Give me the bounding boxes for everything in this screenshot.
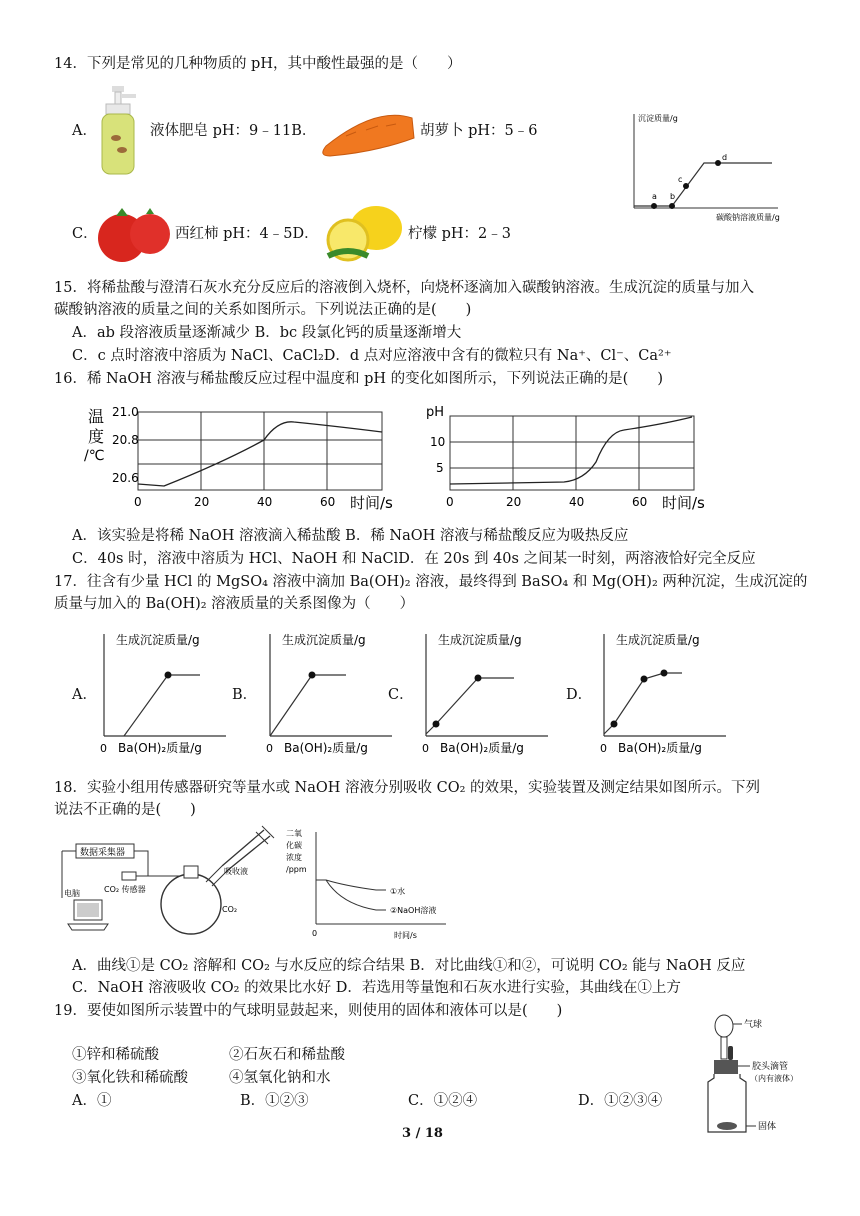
q17a-xlabel: Ba(OH)₂质量/g xyxy=(118,741,202,755)
q14-stem: 14．下列是常见的几种物质的 pH，其中酸性最强的是（ ） xyxy=(54,56,462,72)
q17-graph-a xyxy=(96,628,236,756)
ph-xtick-0: 0 xyxy=(446,495,454,509)
q17b-ylabel: 生成沉淀质量/g xyxy=(282,633,366,647)
q18-sensor-label: CO₂ 传感器 xyxy=(104,885,146,894)
syringe xyxy=(222,830,264,866)
q18-absorb-label: 吸收液 xyxy=(224,867,248,876)
q17-option-a-label: A． xyxy=(72,687,97,703)
ph-xtick-20: 20 xyxy=(506,495,522,509)
q18-co2-graph xyxy=(286,826,456,942)
temp-ylabel-1: 温 xyxy=(88,407,105,426)
ph-xlabel: 时间/s xyxy=(662,494,705,512)
dropper xyxy=(728,1046,733,1060)
q18-curve2-label: ②NaOH溶液 xyxy=(390,906,437,915)
page-number: 3 / 18 xyxy=(402,1126,443,1141)
q17d-origin: 0 xyxy=(600,742,607,755)
q18-stem-line1: 18．实验小组用传感器研究等量水或 NaOH 溶液分别吸收 CO₂ 的效果，实验装置及测定结果如图所示。下列 xyxy=(54,780,761,796)
q19-dropper-label-1: 胶头滴管 xyxy=(752,1062,789,1072)
ph-ylabel: pH xyxy=(426,405,445,420)
solid xyxy=(717,1122,737,1130)
q19-stem: 19．要使如图所示装置中的气球明显鼓起来，则使用的固体和液体可以是( ) xyxy=(54,1003,563,1019)
q15-graph-ylabel: 沉淀质量/g xyxy=(638,114,678,123)
q17b-origin: 0 xyxy=(266,742,273,755)
q14-option-a-label: A． xyxy=(72,123,97,139)
q18-origin: 0 xyxy=(312,929,318,938)
q18-collector-label: 数据采集器 xyxy=(80,848,126,858)
q15-options-cd: C．c 点时溶液中溶质为 NaCl、CaCl₂D．d 点对应溶液中含有的微粒只有 Na⁺、Cl⁻、Ca²⁺ xyxy=(72,348,672,364)
carrot-image xyxy=(316,96,416,166)
q17c-xlabel: Ba(OH)₂质量/g xyxy=(440,741,524,755)
q17d-ylabel: 生成沉淀质量/g xyxy=(616,633,700,647)
temp-tick-20-8: 20.8 xyxy=(112,433,139,447)
q18-ylabel-4: /ppm xyxy=(286,865,307,874)
q18-stem-line2: 说法不正确的是( ) xyxy=(54,802,196,818)
q15-point-d xyxy=(715,160,721,166)
q18-xlabel: 时间/s xyxy=(394,931,417,940)
q17-graph-c xyxy=(418,628,558,756)
q16-options-ab: A．该实验是将稀 NaOH 溶液滴入稀盐酸 B．稀 NaOH 溶液与稀盐酸反应为吸热反应 xyxy=(72,528,629,544)
q15-point-b xyxy=(669,203,675,209)
ph-tick-10: 10 xyxy=(430,435,446,449)
q15-label-d: d xyxy=(722,153,728,162)
q16-temperature-graph xyxy=(84,402,414,512)
q15-stem-line2: 碳酸钠溶液的质量之间的关系如图所示。下列说法正确的是( ) xyxy=(54,302,472,318)
q19-option-b: B．①②③ xyxy=(240,1093,309,1109)
q17c-ylabel: 生成沉淀质量/g xyxy=(438,633,522,647)
q19-dropper-label-2: （内有液体） xyxy=(750,1074,798,1083)
q18-curve1-label: ①水 xyxy=(390,887,406,896)
q18-computer-label: 电脑 xyxy=(64,889,80,898)
tomato-image xyxy=(96,198,172,268)
temp-ylabel-3: /℃ xyxy=(84,448,105,464)
q15-point-a xyxy=(651,203,657,209)
ph-tick-5: 5 xyxy=(436,461,444,475)
q18-options-ab: A．曲线①是 CO₂ 溶解和 CO₂ 与水反应的综合结果 B．对比曲线①和②，可说明 CO₂ 能与 NaOH 反应 xyxy=(72,958,746,974)
q14-option-c-label: C． xyxy=(72,226,98,242)
q19-option-d: D．①②③④ xyxy=(578,1093,663,1109)
q15-label-a: a xyxy=(652,192,657,201)
round-bottom-flask xyxy=(161,874,221,934)
q16-ph-graph xyxy=(424,402,724,512)
lemon-image xyxy=(318,202,404,264)
q18-ylabel-2: 化碳 xyxy=(286,841,302,850)
temp-ylabel-2: 度 xyxy=(88,427,105,446)
q16-stem: 16．稀 NaOH 溶液与稀盐酸反应过程中温度和 pH 的变化如图所示，下列说法正确的是( ) xyxy=(54,371,663,387)
q15-label-b: b xyxy=(670,192,676,201)
q17-option-d-label: D． xyxy=(566,687,593,703)
temp-xtick-0: 0 xyxy=(134,495,142,509)
q19-balloon-label: 气球 xyxy=(744,1020,763,1030)
q16-options-cd: C．40s 时，溶液中溶质为 HCl、NaOH 和 NaClD．在 20s 到 40s 之间某一时刻，两溶液恰好完全反应 xyxy=(72,551,756,567)
ph-xtick-60: 60 xyxy=(632,495,648,509)
q18-co2-label: CO₂ xyxy=(222,905,238,914)
q18-ylabel-3: 浓度 xyxy=(286,853,302,862)
temp-xtick-60: 60 xyxy=(320,495,336,509)
q17c-origin: 0 xyxy=(422,742,429,755)
q17d-xlabel: Ba(OH)₂质量/g xyxy=(618,741,702,755)
q18-apparatus-diagram xyxy=(56,826,304,942)
q17b-xlabel: Ba(OH)₂质量/g xyxy=(284,741,368,755)
q17-option-c-label: C． xyxy=(388,687,414,703)
q15-graph-xlabel: 碳酸钠溶液质量/g xyxy=(716,213,780,222)
q17-option-b-label: B． xyxy=(232,687,258,703)
q17-stem-line2: 质量与加入的 Ba(OH)₂ 溶液质量的关系图像为（ ） xyxy=(54,596,415,612)
q15-label-c: c xyxy=(678,175,683,184)
temp-tick-21: 21.0 xyxy=(112,405,139,419)
q19-solid-label: 固体 xyxy=(758,1122,777,1132)
q19-item-1: ①锌和稀硫酸 xyxy=(72,1047,159,1063)
q15-stem-line1: 15．将稀盐酸与澄清石灰水充分反应后的溶液倒入烧杯，向烧杯逐滴加入碳酸钠溶液。生成沉淀的质量与加入 xyxy=(54,280,754,296)
soap-bottle-image xyxy=(96,86,140,176)
temp-xtick-20: 20 xyxy=(194,495,210,509)
ph-xtick-40: 40 xyxy=(569,495,585,509)
q15-options-ab: A．ab 段溶液质量逐渐减少 B．bc 段氯化钙的质量逐渐增大 xyxy=(72,325,462,341)
temp-tick-20-6: 20.6 xyxy=(112,471,139,485)
q19-item-3: ③氧化铁和稀硫酸 xyxy=(72,1070,188,1086)
temp-xlabel: 时间/s xyxy=(350,494,393,512)
q18-ylabel-1: 二氧 xyxy=(286,829,302,838)
q17-stem-line1: 17．往含有少量 HCl 的 MgSO₄ 溶液中滴加 Ba(OH)₂ 溶液，最终得到 BaSO₄ 和 Mg(OH)₂ 两种沉淀，生成沉淀的 xyxy=(54,574,808,590)
q19-item-4: ④氢氧化钠和水 xyxy=(229,1070,331,1086)
q17-graph-d xyxy=(596,628,736,756)
q19-item-2: ②石灰石和稀盐酸 xyxy=(229,1047,345,1063)
q19-option-a: A．① xyxy=(72,1093,112,1109)
q17a-origin: 0 xyxy=(100,742,107,755)
balloon xyxy=(715,1015,733,1037)
q19-option-c: C．①②④ xyxy=(408,1093,478,1109)
q14-option-a-text: 液体肥皂 pH：9﹣11B． xyxy=(150,123,317,139)
q14-option-b-text: 胡萝卜 pH：5﹣6 xyxy=(420,123,538,139)
q17-graph-b xyxy=(262,628,402,756)
q15-point-c xyxy=(683,183,689,189)
q17a-ylabel: 生成沉淀质量/g xyxy=(116,633,200,647)
q19-balloon-apparatus xyxy=(690,1014,810,1138)
q15-precipitate-graph xyxy=(628,108,798,223)
q18-options-cd: C．NaOH 溶液吸收 CO₂ 的效果比水好 D．若选用等量饱和石灰水进行实验，其曲线在①上方 xyxy=(72,980,681,996)
temp-xtick-40: 40 xyxy=(257,495,273,509)
q14-option-c-text: 西红柿 pH：4﹣5D． xyxy=(175,226,319,242)
q14-option-d-text: 柠檬 pH：2﹣3 xyxy=(408,226,511,242)
